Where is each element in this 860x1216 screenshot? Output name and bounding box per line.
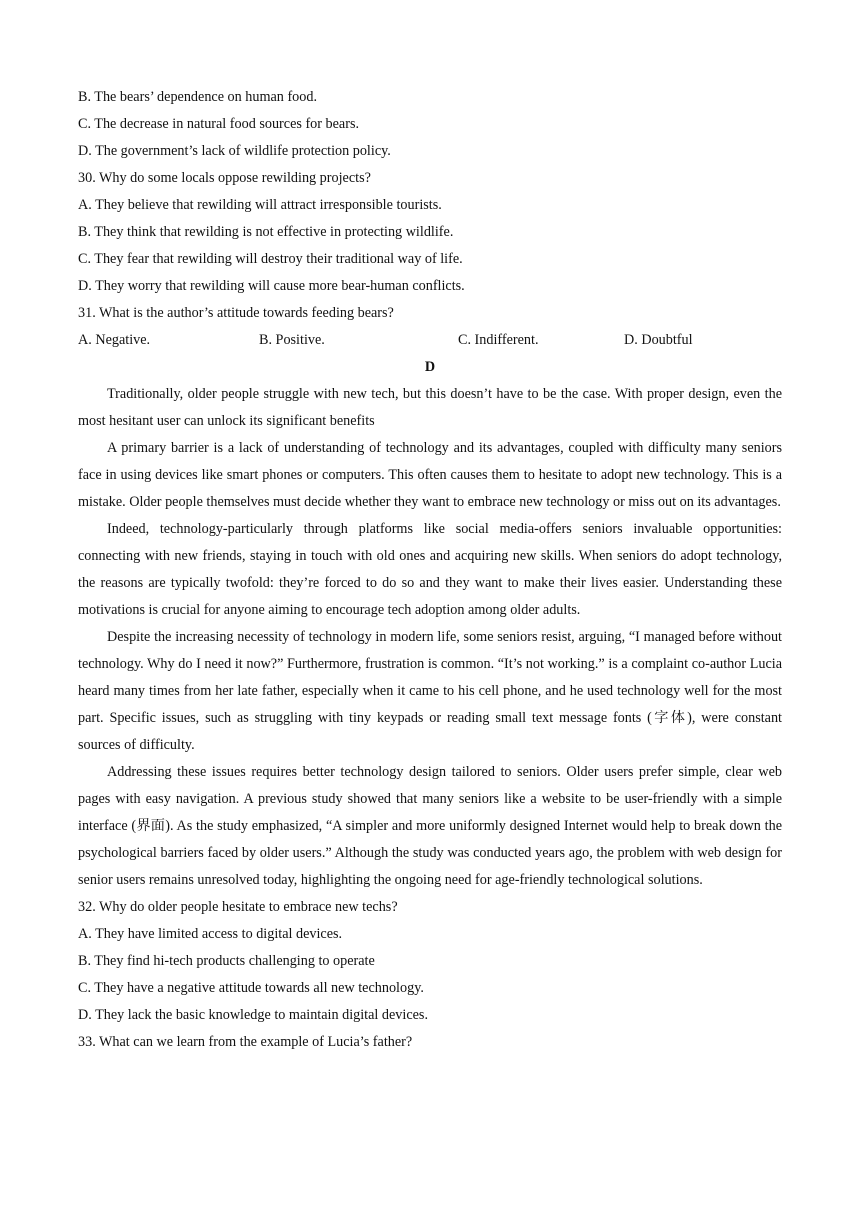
exam-page (78, 84, 782, 1056)
q32-option-d: D. They lack the basic knowledge to maintain digital devices. (78, 1007, 428, 1023)
passage-paragraph-5: Addressing these issues requires better technology design tailored to seniors. Older users prefer simple, clear web pages with easy navigation. A previous study showed that many seniors like a website to be user-friendly with a simple interface (界面). As the study emphasized, “A simpler and more uniformly designed Internet would help to break down the psychological barriers faced by older users.” Although the study was conducted years ago, the problem with web design for senior users remains unresolved today, highlighting the ongoing need for age-friendly technological solutions. (78, 764, 782, 888)
q30-option-d: D. They worry that rewilding will cause more bear-human conflicts. (78, 278, 465, 294)
q31-option-a: A. Negative. (78, 332, 151, 348)
q32-question: 32. Why do older people hesitate to embrace new techs? (78, 899, 398, 915)
passage-paragraph-3: Indeed, technology-particularly through platforms like social media-offers seniors invaluable opportunities: connecting with new friends, staying in touch with old ones and acquiring new skills. When seniors do adopt technology, the reasons are typically twofold: they’re forced to do so and they want to make their lives easier. Understanding these motivations is crucial for anyone aiming to encourage tech adoption among older adults. (78, 521, 782, 618)
passage-paragraph-4: Despite the increasing necessity of technology in modern life, some seniors resist, arguing, “I managed before without technology. Why do I need it now?” Furthermore, frustration is common. “It’s not working.” is a complaint co-author Lucia heard many times from her late father, especially when it came to his cell phone, and he used technology well for the most part. Specific issues, such as struggling with tiny keypads or reading small text message fonts (字体), were constant sources of difficulty. (78, 629, 782, 753)
q29-option-c: C. The decrease in natural food sources for bears. (78, 116, 360, 132)
q29-option-b: B. The bears’ dependence on human food. (78, 89, 318, 105)
q32-option-c: C. They have a negative attitude towards all new technology. (78, 980, 424, 996)
q31-option-c: C. Indifferent. (458, 332, 539, 348)
q29-option-d: D. The government’s lack of wildlife protection policy. (78, 143, 391, 159)
q30-option-b: B. They think that rewilding is not effective in protecting wildlife. (78, 224, 454, 240)
q31-option-b: B. Positive. (259, 332, 325, 348)
passage-paragraph-2: A primary barrier is a lack of understanding of technology and its advantages, coupled with difficulty many seniors face in using devices like smart phones or computers. This often causes them to hesitate to adopt new technology. This is a mistake. Older people themselves must decide whether they want to embrace new technology or miss out on its advantages. (78, 440, 782, 510)
q30-option-c: C. They fear that rewilding will destroy their traditional way of life. (78, 251, 463, 267)
q33-question: 33. What can we learn from the example of Lucia’s father? (78, 1034, 413, 1050)
passage-paragraph-1: Traditionally, older people struggle with new tech, but this doesn’t have to be the case. With proper design, even the most hesitant user can unlock its significant benefits (78, 386, 782, 429)
section-heading: D (424, 359, 436, 375)
q30-option-a: A. They believe that rewilding will attract irresponsible tourists. (78, 197, 442, 213)
q30-question: 30. Why do some locals oppose rewilding projects? (78, 170, 371, 186)
q31-option-d: D. Doubtful (624, 332, 693, 348)
q31-options-row (78, 327, 782, 354)
q31-question: 31. What is the author’s attitude towards feeding bears? (78, 305, 394, 321)
q32-option-a: A. They have limited access to digital devices. (78, 926, 343, 942)
q32-option-b: B. They find hi-tech products challenging to operate (78, 953, 375, 969)
